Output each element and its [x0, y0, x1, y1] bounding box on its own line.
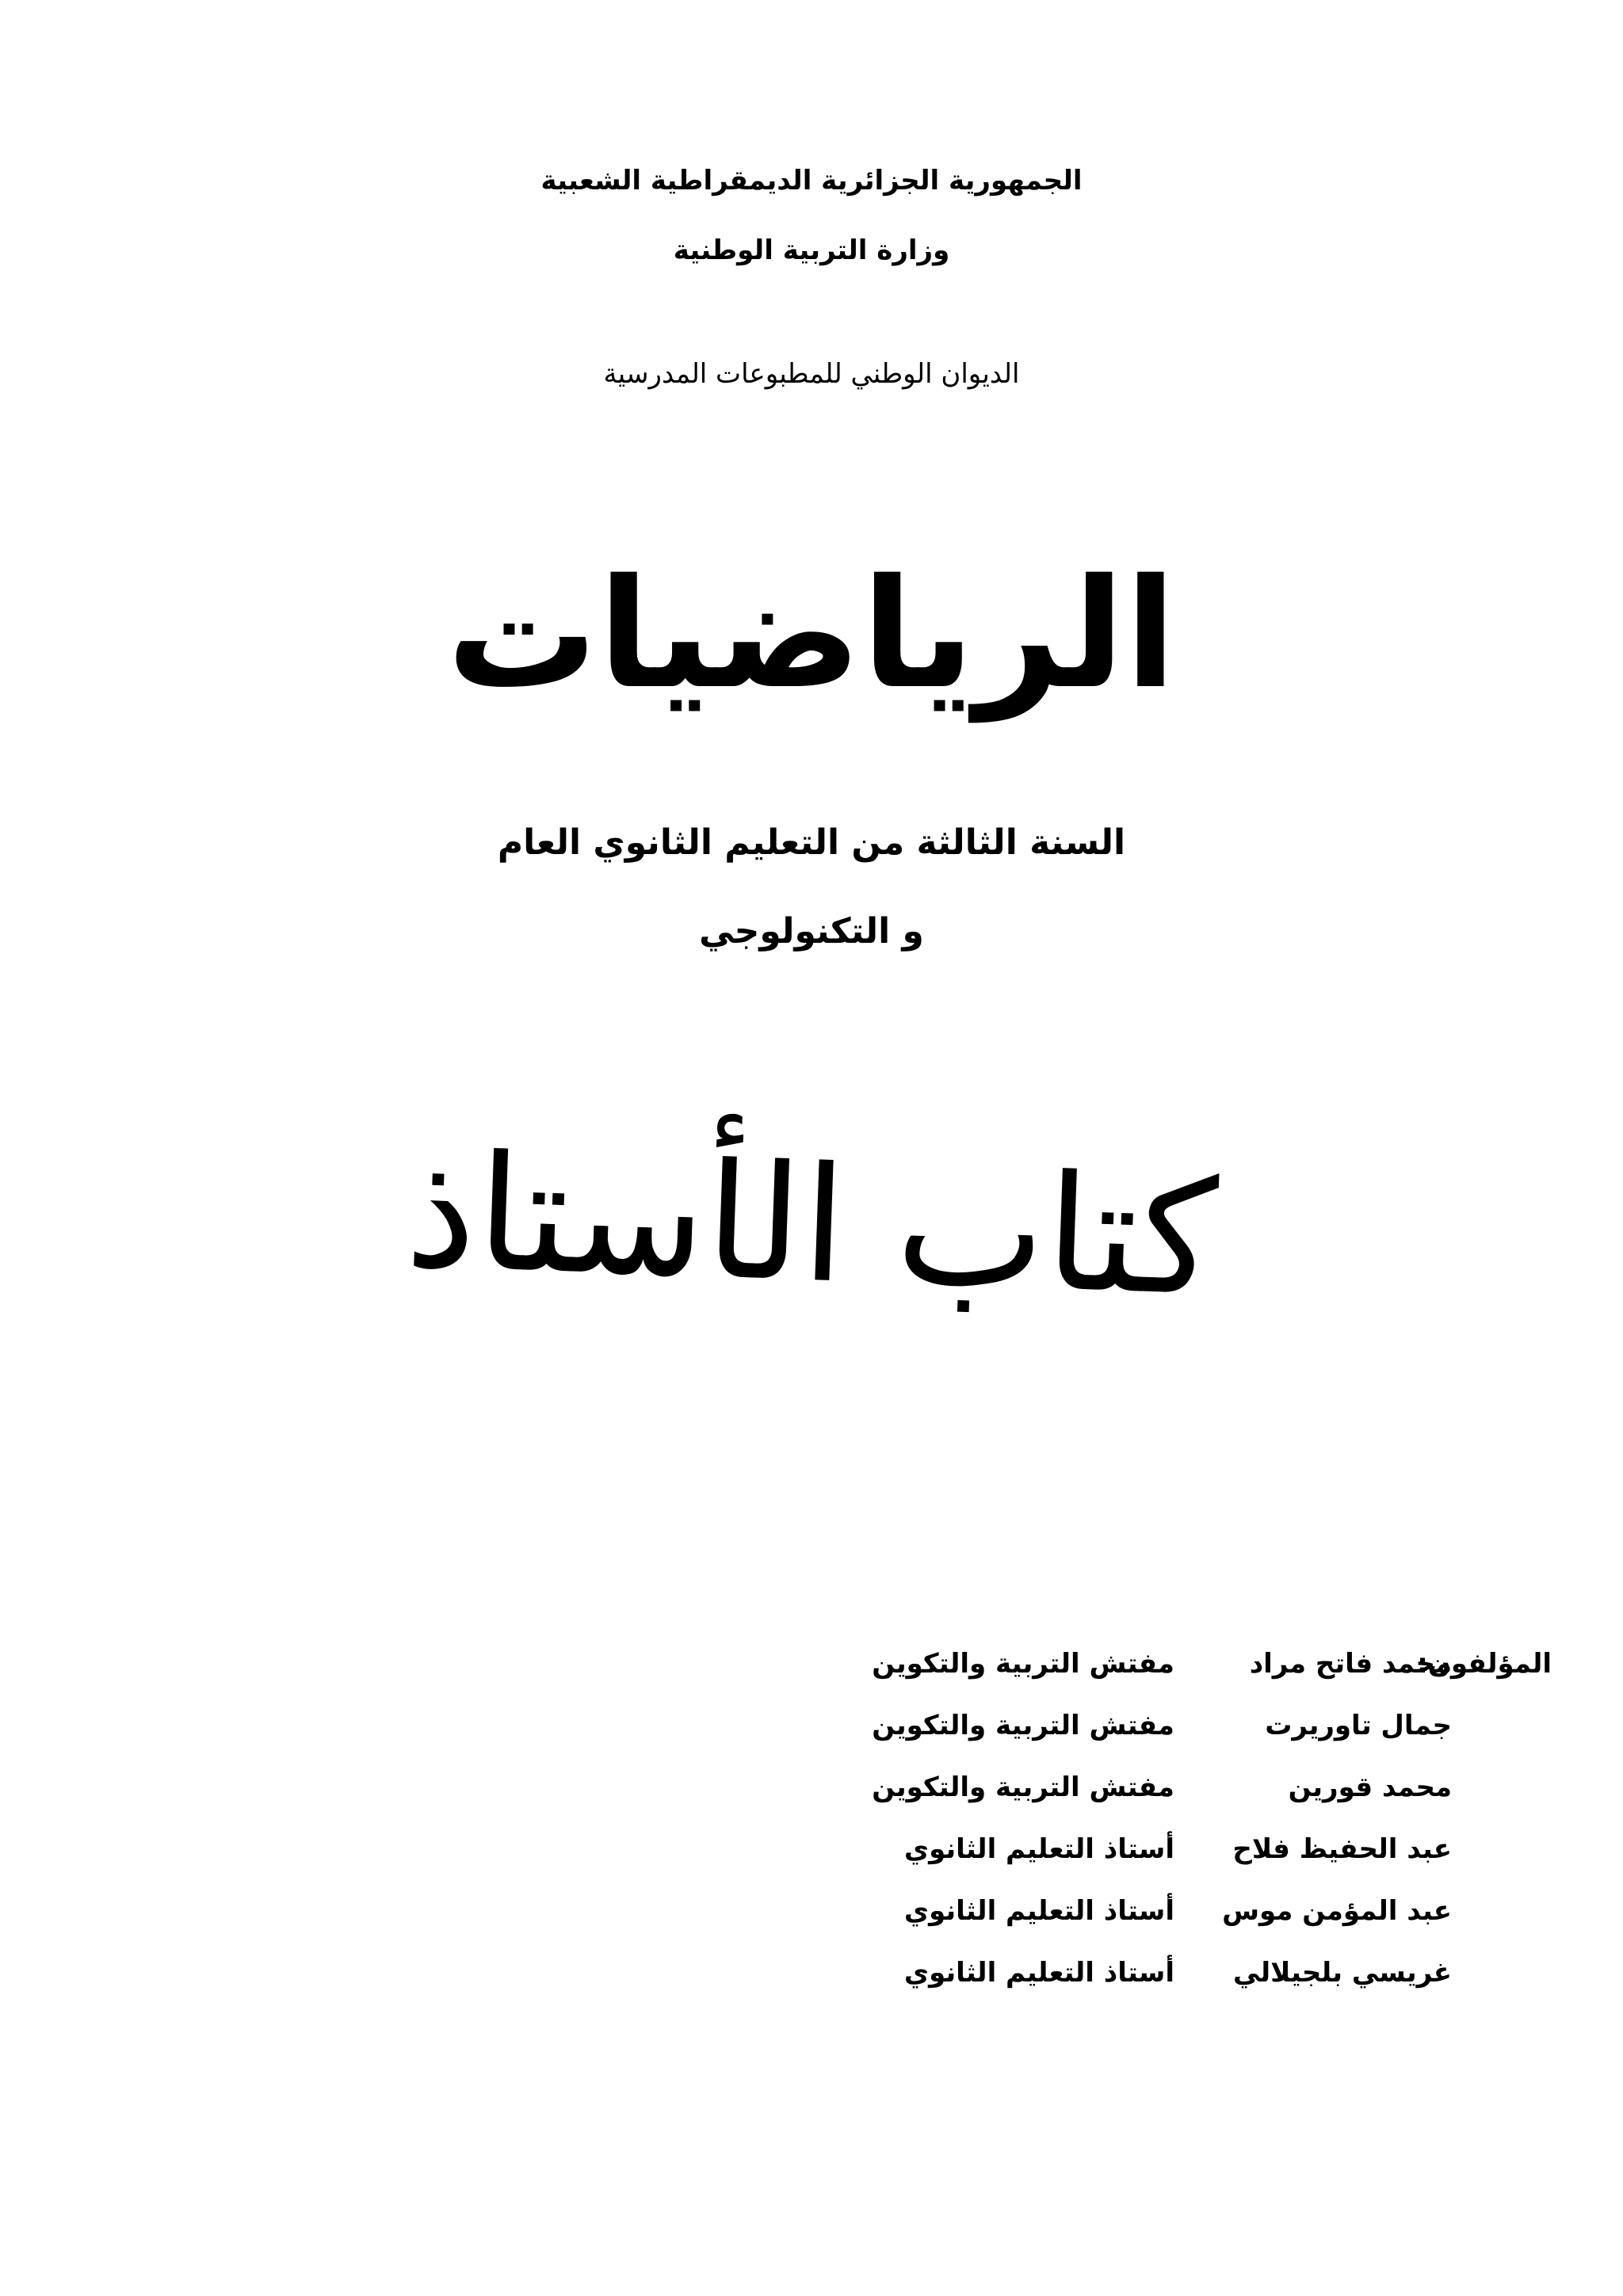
author-name: محمد فاتح مراد [1249, 1648, 1452, 1680]
author-name: محمد قورين [1288, 1772, 1452, 1803]
author-name: عبد المؤمن موس [1222, 1895, 1452, 1927]
author-row [659, 1772, 1452, 1811]
author-role: مفتش التربية والتكوين [872, 1648, 1174, 1680]
author-name: جمال تاوريرت [1265, 1710, 1452, 1741]
book-title: الرياضيات [446, 547, 1177, 722]
author-row [659, 1895, 1452, 1935]
author-row [659, 1833, 1452, 1873]
authors-label: المؤلفون: [1417, 1648, 1552, 1680]
author-name: عبد الحفيظ فلاح [1232, 1833, 1452, 1865]
author-role: أستاذ التعليم الثانوي [903, 1957, 1174, 1989]
author-role: مفتش التربية والتكوين [872, 1710, 1174, 1741]
republic-name: الجمهورية الجزائرية الديمقراطية الشعبية [540, 165, 1083, 196]
author-row [659, 1957, 1452, 1997]
authors-section [659, 1640, 1552, 2195]
author-row [659, 1648, 1452, 1688]
subtitle-line-1: السنة الثالثة من التعليم الثانوي العام [497, 822, 1126, 863]
subtitle-line-2: و التكنولوجي [699, 911, 924, 952]
author-name: غريسي بلجيلالي [1233, 1957, 1452, 1989]
author-role: مفتش التربية والتكوين [872, 1772, 1174, 1803]
author-role: أستاذ التعليم الثانوي [903, 1895, 1174, 1927]
author-role: أستاذ التعليم الثانوي [903, 1833, 1174, 1865]
book-type-title: كتاب الأستاذ [403, 1119, 1220, 1332]
author-row [659, 1710, 1452, 1749]
publisher-name: الديوان الوطني للمطبوعات المدرسية [603, 358, 1020, 390]
ministry-name: وزارة التربية الوطنية [673, 235, 950, 266]
